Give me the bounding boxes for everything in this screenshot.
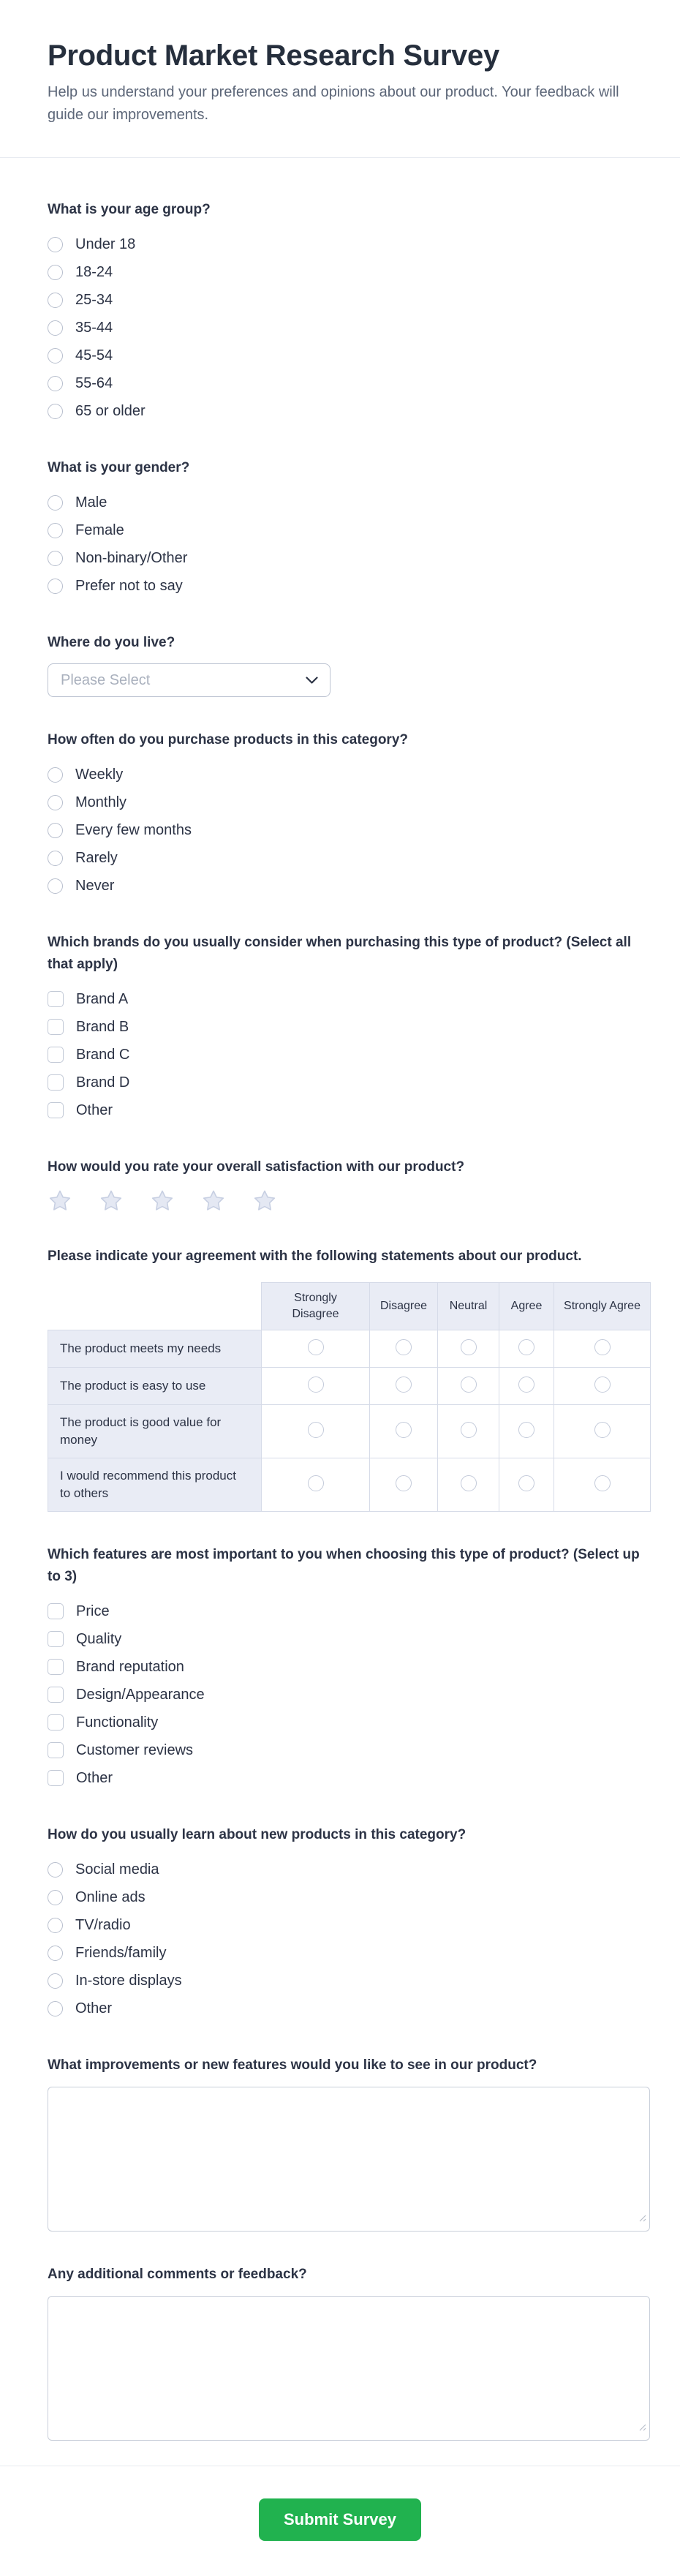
option-label[interactable]: Brand D (76, 1074, 130, 1091)
radio-option[interactable] (48, 1856, 650, 1883)
checkbox-icon[interactable] (48, 1714, 64, 1730)
radio-option[interactable] (48, 342, 650, 369)
agreement-choice-cell[interactable] (554, 1368, 651, 1405)
question-label: Which features are most important to you when choosing this type of product? (Select up to 3) (48, 1547, 640, 1584)
checkbox-icon[interactable] (48, 1659, 64, 1675)
radio-icon[interactable] (48, 320, 63, 336)
question-features (48, 1544, 650, 1792)
question-label: How do you usually learn about new products in this category? (48, 1827, 466, 1842)
question-label: How would you rate your overall satisfaction with our product? (48, 1159, 465, 1175)
frequency-options (48, 761, 650, 900)
agreement-statement: The product meets my needs (48, 1330, 262, 1368)
feature-options (48, 1597, 650, 1792)
agreement-choice-cell[interactable] (438, 1458, 499, 1512)
agreement-row (48, 1458, 651, 1512)
agreement-choice-cell[interactable] (499, 1330, 554, 1368)
radio-icon[interactable] (48, 878, 63, 894)
checkbox-option[interactable] (48, 1709, 650, 1736)
agreement-choice-cell[interactable] (499, 1458, 554, 1512)
option-label[interactable]: 45-54 (75, 347, 113, 364)
radio-icon[interactable] (48, 795, 63, 810)
radio-icon[interactable] (594, 1422, 611, 1438)
agreement-row (48, 1368, 651, 1405)
radio-icon[interactable] (308, 1376, 324, 1393)
agreement-column-header: Neutral (438, 1283, 499, 1330)
radio-icon[interactable] (396, 1422, 412, 1438)
option-label[interactable]: 25-34 (75, 291, 113, 308)
radio-option[interactable] (48, 258, 650, 286)
radio-option[interactable] (48, 397, 650, 425)
radio-icon[interactable] (308, 1475, 324, 1491)
survey-footer (0, 2466, 680, 2576)
checkbox-option[interactable] (48, 1041, 650, 1069)
question-location (48, 632, 650, 697)
radio-option[interactable] (48, 572, 650, 600)
question-label: Where do you live? (48, 635, 175, 650)
radio-option[interactable] (48, 816, 650, 844)
option-label[interactable]: 35-44 (75, 319, 113, 336)
checkbox-icon[interactable] (48, 1742, 64, 1758)
agreement-choice-cell[interactable] (438, 1368, 499, 1405)
radio-icon[interactable] (48, 1946, 63, 1961)
option-label[interactable]: Design/Appearance (76, 1686, 205, 1703)
checkbox-icon[interactable] (48, 1102, 64, 1118)
checkbox-icon[interactable] (48, 1770, 64, 1786)
agreement-statement: The product is easy to use (48, 1368, 262, 1405)
agreement-choice-cell[interactable] (499, 1405, 554, 1458)
submit-survey-button[interactable]: Submit Survey (259, 2498, 421, 2541)
radio-icon[interactable] (461, 1339, 477, 1355)
radio-icon[interactable] (48, 1890, 63, 1905)
radio-icon[interactable] (518, 1339, 534, 1355)
page-title: Product Market Research Survey (48, 39, 499, 72)
checkbox-option[interactable] (48, 1013, 650, 1041)
radio-icon[interactable] (48, 823, 63, 838)
checkbox-icon[interactable] (48, 1687, 64, 1703)
checkbox-option[interactable] (48, 1764, 650, 1792)
radio-icon[interactable] (461, 1422, 477, 1438)
radio-icon[interactable] (594, 1339, 611, 1355)
radio-icon[interactable] (518, 1475, 534, 1491)
radio-option[interactable] (48, 872, 650, 900)
improvements-textarea-wrap (48, 2087, 650, 2232)
checkbox-option[interactable] (48, 1069, 650, 1096)
option-label[interactable]: In-store displays (75, 1972, 182, 1989)
agreement-column-header: Disagree (370, 1283, 438, 1330)
checkbox-icon[interactable] (48, 1603, 64, 1619)
option-label[interactable]: Price (76, 1603, 110, 1619)
radio-option[interactable] (48, 761, 650, 788)
agreement-row (48, 1405, 651, 1458)
checkbox-option[interactable] (48, 1597, 650, 1625)
option-label[interactable]: Quality (76, 1630, 122, 1647)
radio-icon[interactable] (48, 551, 63, 566)
question-label: Any additional comments or feedback? (48, 2267, 307, 2282)
radio-option[interactable] (48, 1911, 650, 1939)
radio-option[interactable] (48, 489, 650, 516)
checkbox-icon[interactable] (48, 1074, 64, 1091)
option-label[interactable]: Never (75, 877, 115, 894)
question-label: Which brands do you usually consider when purchasing this type of product? (Select all that apply) (48, 935, 632, 972)
radio-icon[interactable] (594, 1376, 611, 1393)
checkbox-option[interactable] (48, 1653, 650, 1681)
radio-option[interactable] (48, 369, 650, 397)
improvements-textarea[interactable] (48, 2087, 650, 2232)
survey-header (0, 0, 680, 127)
option-label[interactable]: Rarely (75, 849, 118, 866)
radio-icon[interactable] (48, 523, 63, 538)
radio-option[interactable] (48, 1883, 650, 1911)
option-label[interactable]: Friends/family (75, 1944, 167, 1961)
checkbox-option[interactable] (48, 1096, 650, 1124)
star-icon[interactable] (99, 1189, 124, 1213)
radio-icon[interactable] (48, 237, 63, 252)
radio-icon[interactable] (308, 1422, 324, 1438)
checkbox-icon[interactable] (48, 1047, 64, 1063)
age-options (48, 230, 650, 425)
radio-icon[interactable] (461, 1475, 477, 1491)
radio-option[interactable] (48, 286, 650, 314)
star-icon[interactable] (48, 1189, 72, 1213)
agreement-choice-cell[interactable] (554, 1458, 651, 1512)
radio-icon[interactable] (48, 404, 63, 419)
radio-icon[interactable] (48, 851, 63, 866)
radio-option[interactable] (48, 230, 650, 258)
radio-icon[interactable] (48, 293, 63, 308)
brand-options (48, 985, 650, 1124)
question-improvements (48, 2055, 650, 2232)
option-label[interactable]: Other (75, 2000, 113, 2016)
checkbox-option[interactable] (48, 1736, 650, 1764)
radio-icon[interactable] (48, 495, 63, 511)
option-label[interactable]: Online ads (75, 1888, 146, 1905)
option-label[interactable]: Non-binary/Other (75, 549, 188, 566)
checkbox-option[interactable] (48, 1625, 650, 1653)
option-label[interactable]: 65 or older (75, 402, 146, 419)
radio-option[interactable] (48, 788, 650, 816)
radio-option[interactable] (48, 1967, 650, 1995)
option-label[interactable]: Weekly (75, 766, 124, 783)
agreement-header-row (48, 1283, 651, 1330)
radio-icon[interactable] (594, 1475, 611, 1491)
question-age-group (48, 199, 650, 425)
checkbox-icon[interactable] (48, 991, 64, 1007)
option-label[interactable]: 18-24 (75, 263, 113, 280)
question-gender (48, 457, 650, 600)
agreement-choice-cell[interactable] (262, 1330, 370, 1368)
agreement-statement: The product is good value for money (48, 1405, 262, 1458)
comments-textarea[interactable] (48, 2296, 650, 2441)
option-label[interactable]: 55-64 (75, 374, 113, 391)
page-subtitle: Help us understand your preferences and opinions about our product. Your feedback will guide our improvements. (48, 84, 619, 123)
agreement-choice-cell[interactable] (554, 1330, 651, 1368)
agreement-column-header: Strongly Disagree (262, 1283, 370, 1330)
question-label: How often do you purchase products in this category? (48, 732, 408, 747)
radio-option[interactable] (48, 1939, 650, 1967)
question-label: What improvements or new features would you like to see in our product? (48, 2057, 537, 2073)
star-icon[interactable] (252, 1189, 277, 1213)
radio-icon[interactable] (396, 1339, 412, 1355)
option-label[interactable]: Every few months (75, 821, 192, 838)
question-satisfaction (48, 1156, 650, 1213)
option-label[interactable]: Brand A (76, 990, 129, 1007)
agreement-choice-cell[interactable] (370, 1368, 438, 1405)
survey-form (0, 158, 680, 2466)
option-label[interactable]: Under 18 (75, 236, 136, 252)
location-select[interactable] (48, 663, 330, 697)
radio-option[interactable] (48, 1995, 650, 2022)
question-label: Please indicate your agreement with the following statements about our product. (48, 1249, 582, 1264)
option-label[interactable]: Social media (75, 1861, 159, 1878)
option-label[interactable]: Brand reputation (76, 1658, 184, 1675)
select-placeholder: Please Select (61, 671, 151, 688)
question-brands (48, 932, 650, 1124)
gender-options (48, 489, 650, 600)
question-comments (48, 2264, 650, 2441)
star-rating (48, 1189, 650, 1213)
discovery-options (48, 1856, 650, 2022)
agreement-choice-cell[interactable] (370, 1458, 438, 1512)
radio-option[interactable] (48, 844, 650, 872)
radio-icon[interactable] (48, 1973, 63, 1989)
radio-icon[interactable] (461, 1376, 477, 1393)
agreement-choice-cell[interactable] (370, 1330, 438, 1368)
question-agreement (48, 1246, 650, 1512)
checkbox-option[interactable] (48, 1681, 650, 1709)
agreement-body (48, 1330, 651, 1512)
star-icon[interactable] (201, 1189, 226, 1213)
radio-option[interactable] (48, 544, 650, 572)
agreement-choice-cell[interactable] (262, 1458, 370, 1512)
option-label[interactable]: Prefer not to say (75, 577, 183, 594)
checkbox-option[interactable] (48, 985, 650, 1013)
agreement-column-header: Agree (499, 1283, 554, 1330)
table-corner-cell (48, 1283, 262, 1330)
question-discovery (48, 1824, 650, 2022)
radio-icon[interactable] (396, 1475, 412, 1491)
radio-icon[interactable] (48, 376, 63, 391)
radio-icon[interactable] (308, 1339, 324, 1355)
radio-option[interactable] (48, 314, 650, 342)
radio-icon[interactable] (48, 265, 63, 280)
checkbox-icon[interactable] (48, 1019, 64, 1035)
option-label[interactable]: Other (76, 1769, 113, 1786)
radio-icon[interactable] (48, 1862, 63, 1878)
radio-icon[interactable] (48, 1918, 63, 1933)
radio-icon[interactable] (48, 2001, 63, 2016)
radio-icon[interactable] (48, 579, 63, 594)
option-label[interactable]: Customer reviews (76, 1741, 194, 1758)
option-label[interactable]: Functionality (76, 1714, 159, 1730)
checkbox-icon[interactable] (48, 1631, 64, 1647)
agreement-choice-cell[interactable] (499, 1368, 554, 1405)
agreement-choice-cell[interactable] (370, 1405, 438, 1458)
chevron-down-icon (306, 677, 318, 685)
radio-icon[interactable] (396, 1376, 412, 1393)
option-label[interactable]: Other (76, 1101, 113, 1118)
comments-textarea-wrap (48, 2296, 650, 2441)
option-label[interactable]: Monthly (75, 794, 127, 810)
agreement-choice-cell[interactable] (262, 1405, 370, 1458)
agreement-choice-cell[interactable] (262, 1368, 370, 1405)
radio-icon[interactable] (48, 767, 63, 783)
radio-option[interactable] (48, 516, 650, 544)
option-label[interactable]: Female (75, 521, 124, 538)
option-label[interactable]: Male (75, 494, 107, 511)
star-icon[interactable] (150, 1189, 175, 1213)
agreement-choice-cell[interactable] (554, 1405, 651, 1458)
question-label: What is your gender? (48, 460, 190, 475)
agreement-row (48, 1330, 651, 1368)
option-label[interactable]: TV/radio (75, 1916, 131, 1933)
radio-icon[interactable] (48, 348, 63, 364)
agreement-column-header: Strongly Agree (554, 1283, 651, 1330)
option-label[interactable]: Brand C (76, 1046, 130, 1063)
agreement-table (48, 1282, 651, 1512)
question-purchase-frequency (48, 729, 650, 900)
agreement-choice-cell[interactable] (438, 1330, 499, 1368)
question-label: What is your age group? (48, 202, 211, 217)
agreement-choice-cell[interactable] (438, 1405, 499, 1458)
radio-icon[interactable] (518, 1422, 534, 1438)
option-label[interactable]: Brand B (76, 1018, 129, 1035)
agreement-statement: I would recommend this product to others (48, 1458, 262, 1512)
radio-icon[interactable] (518, 1376, 534, 1393)
